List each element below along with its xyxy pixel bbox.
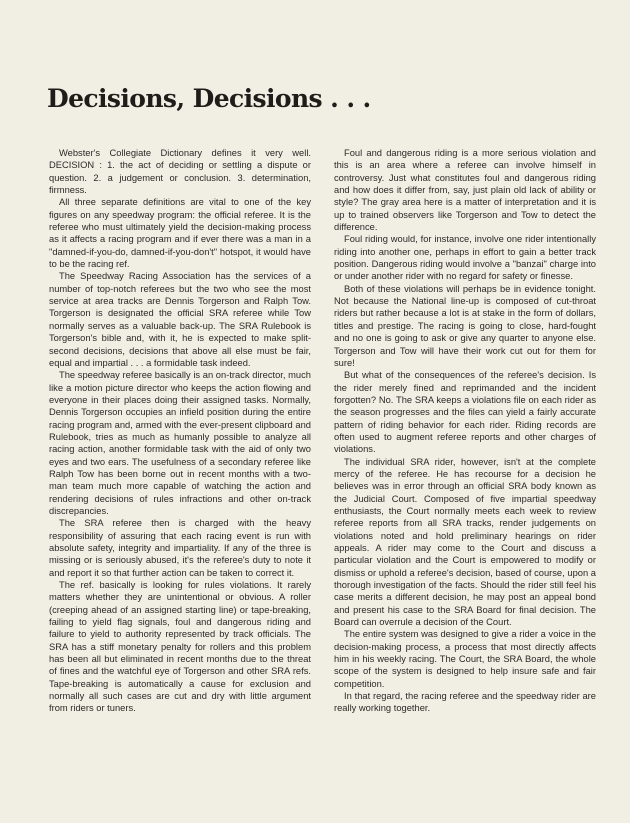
left-column — [49, 147, 311, 715]
paragraph: The ref. basically is looking for rules violations. It rarely matters whether they are unintentional or obvious. A roller (creeping ahead of an assigned starting line) or tape-breaking, failing to yield flag signals, foul and dangerous riding and failure to yield to authority represented by track officials. The SRA has a stiff monetary penalty for rollers and this problem has been all but eliminated in recent months due to the threat of fines and the watchful eye of Torgerson and other SRA refs. Tape-breaking is automatically a cause for exclusion and normally all such cases are cut and dry with little argument from riders or tuners. — [49, 580, 311, 714]
paragraph: The Speedway Racing Association has the services of a number of top-notch referees but the two who see the most service at area tracks are Dennis Torgerson and Ralph Tow. Torgerson is designated the official SRA referee while Tow normally serves as a valuable back-up. The SRA Rulebook is Torgerson's bible and, with it, he is expected to make split-second decisions, decisions that above all else must be fair, equal and impartial . . . a formidable task indeed. — [49, 271, 311, 368]
paragraph: The entire system was designed to give a rider a voice in the decision-making process, a process that most directly affects him in his weekly racing. The Court, the SRA Board, the whole scope of the system is designed to help insure safe and fair competition. — [334, 629, 596, 689]
article-title: Decisions, Decisions . . . — [47, 84, 371, 113]
paragraph: The individual SRA rider, however, isn't at the complete mercy of the referee. He has recourse for a decision he believes was in error through an official SRA body known as the Judicial Court. Composed of five impartial speedway enthusiasts, the Court normally meets each week to review referee reports from all SRA tracks, render judgements on violations noted and hold preliminary hearings on rider appeals. A rider may come to the Court and discuss a particular violation and the Court is empowered to modify or dismiss or uphold a referee's decision, based of course, upon a thorough investigation of the facts. Should the rider still feel his case merits a different decision, he may post an appeal bond and present his case to the SRA Board for final decision. The Board can overrule a decision of the Court. — [334, 456, 596, 628]
paragraph: All three separate definitions are vital to one of the key figures on any speedway program: the official referee. It is the referee who must ultimately yield the decision-making process as it affects a racing program and if ever there was a man in a "damned-if-you-do, damned-if-you-don't" hotspot, it would have to be the racing ref. — [49, 197, 311, 270]
paragraph: Foul and dangerous riding is a more serious violation and this is an area where a referee can involve himself in controversy. Just what constitutes foul and dangerous riding and how does it differ from, say, just plain old lack of ability or style? The gray area here is a matter of interpretation and it is up to trained observers like Torgerson and Tow to detect the difference. — [334, 148, 596, 233]
paragraph: But what of the consequences of the referee's decision. Is the rider merely fined and reprimanded and the incident forgotten? No. The SRA keeps a violations file on each rider as the season progresses and the files can yield a fairly accurate pattern of riding behavior for each rider. Riding records are often used to augment referee reports and other charges of violations. — [334, 370, 596, 455]
paragraph: Both of these violations will perhaps be in evidence tonight. Not because the National line-up is composed of cut-throat riders but rather because a lot is at stake in the form of dollars, titles and prestige. The racing is going to close, hard-fought and no one is going to ask or give any quarter to anyone else. Torgerson and Tow will have their work cut out for them for sure! — [334, 283, 596, 368]
paragraph: Foul riding would, for instance, involve one rider intentionally riding into another one, perhaps in effort to gain a better track position. Dangerous riding would involve a "banzai" charge into or under another rider with no regard for safety or finesse. — [334, 234, 596, 282]
paragraph: The speedway referee basically is an on-track director, much like a motion picture director who keeps the action flowing and everyone in their places doing their assigned tasks. Normally, Dennis Torgerson occupies an infield position during the entire racing program and, armed with the ever-present clipboard and Rulebook, tries as much as humanly possible to analyze all racing action, another formidable task with the aid of only two eyes and two ears. The usefulness of a secondary referee like Ralph Tow has been borne out in recent months with a two-man team much more capable of watching the action and rendering decisions of rules infractions and other on-track discrepancies. — [49, 370, 311, 516]
paragraph: The SRA referee then is charged with the heavy responsibility of assuring that each racing event is run with absolute safety, integrity and impartiality. If any of the three is missing or is seriously abused, it's the referee's duty to note it and report it so that further action can be taken to correct it. — [49, 518, 311, 578]
paragraph: In that regard, the racing referee and the speedway rider are really working together. — [334, 691, 596, 714]
paragraph: Webster's Collegiate Dictionary defines it very well. DECISION : 1. the act of deciding or settling a dispute or question. 2. a judgement or conclusion. 3. determination, firmness. — [49, 148, 311, 196]
right-column — [334, 147, 596, 715]
